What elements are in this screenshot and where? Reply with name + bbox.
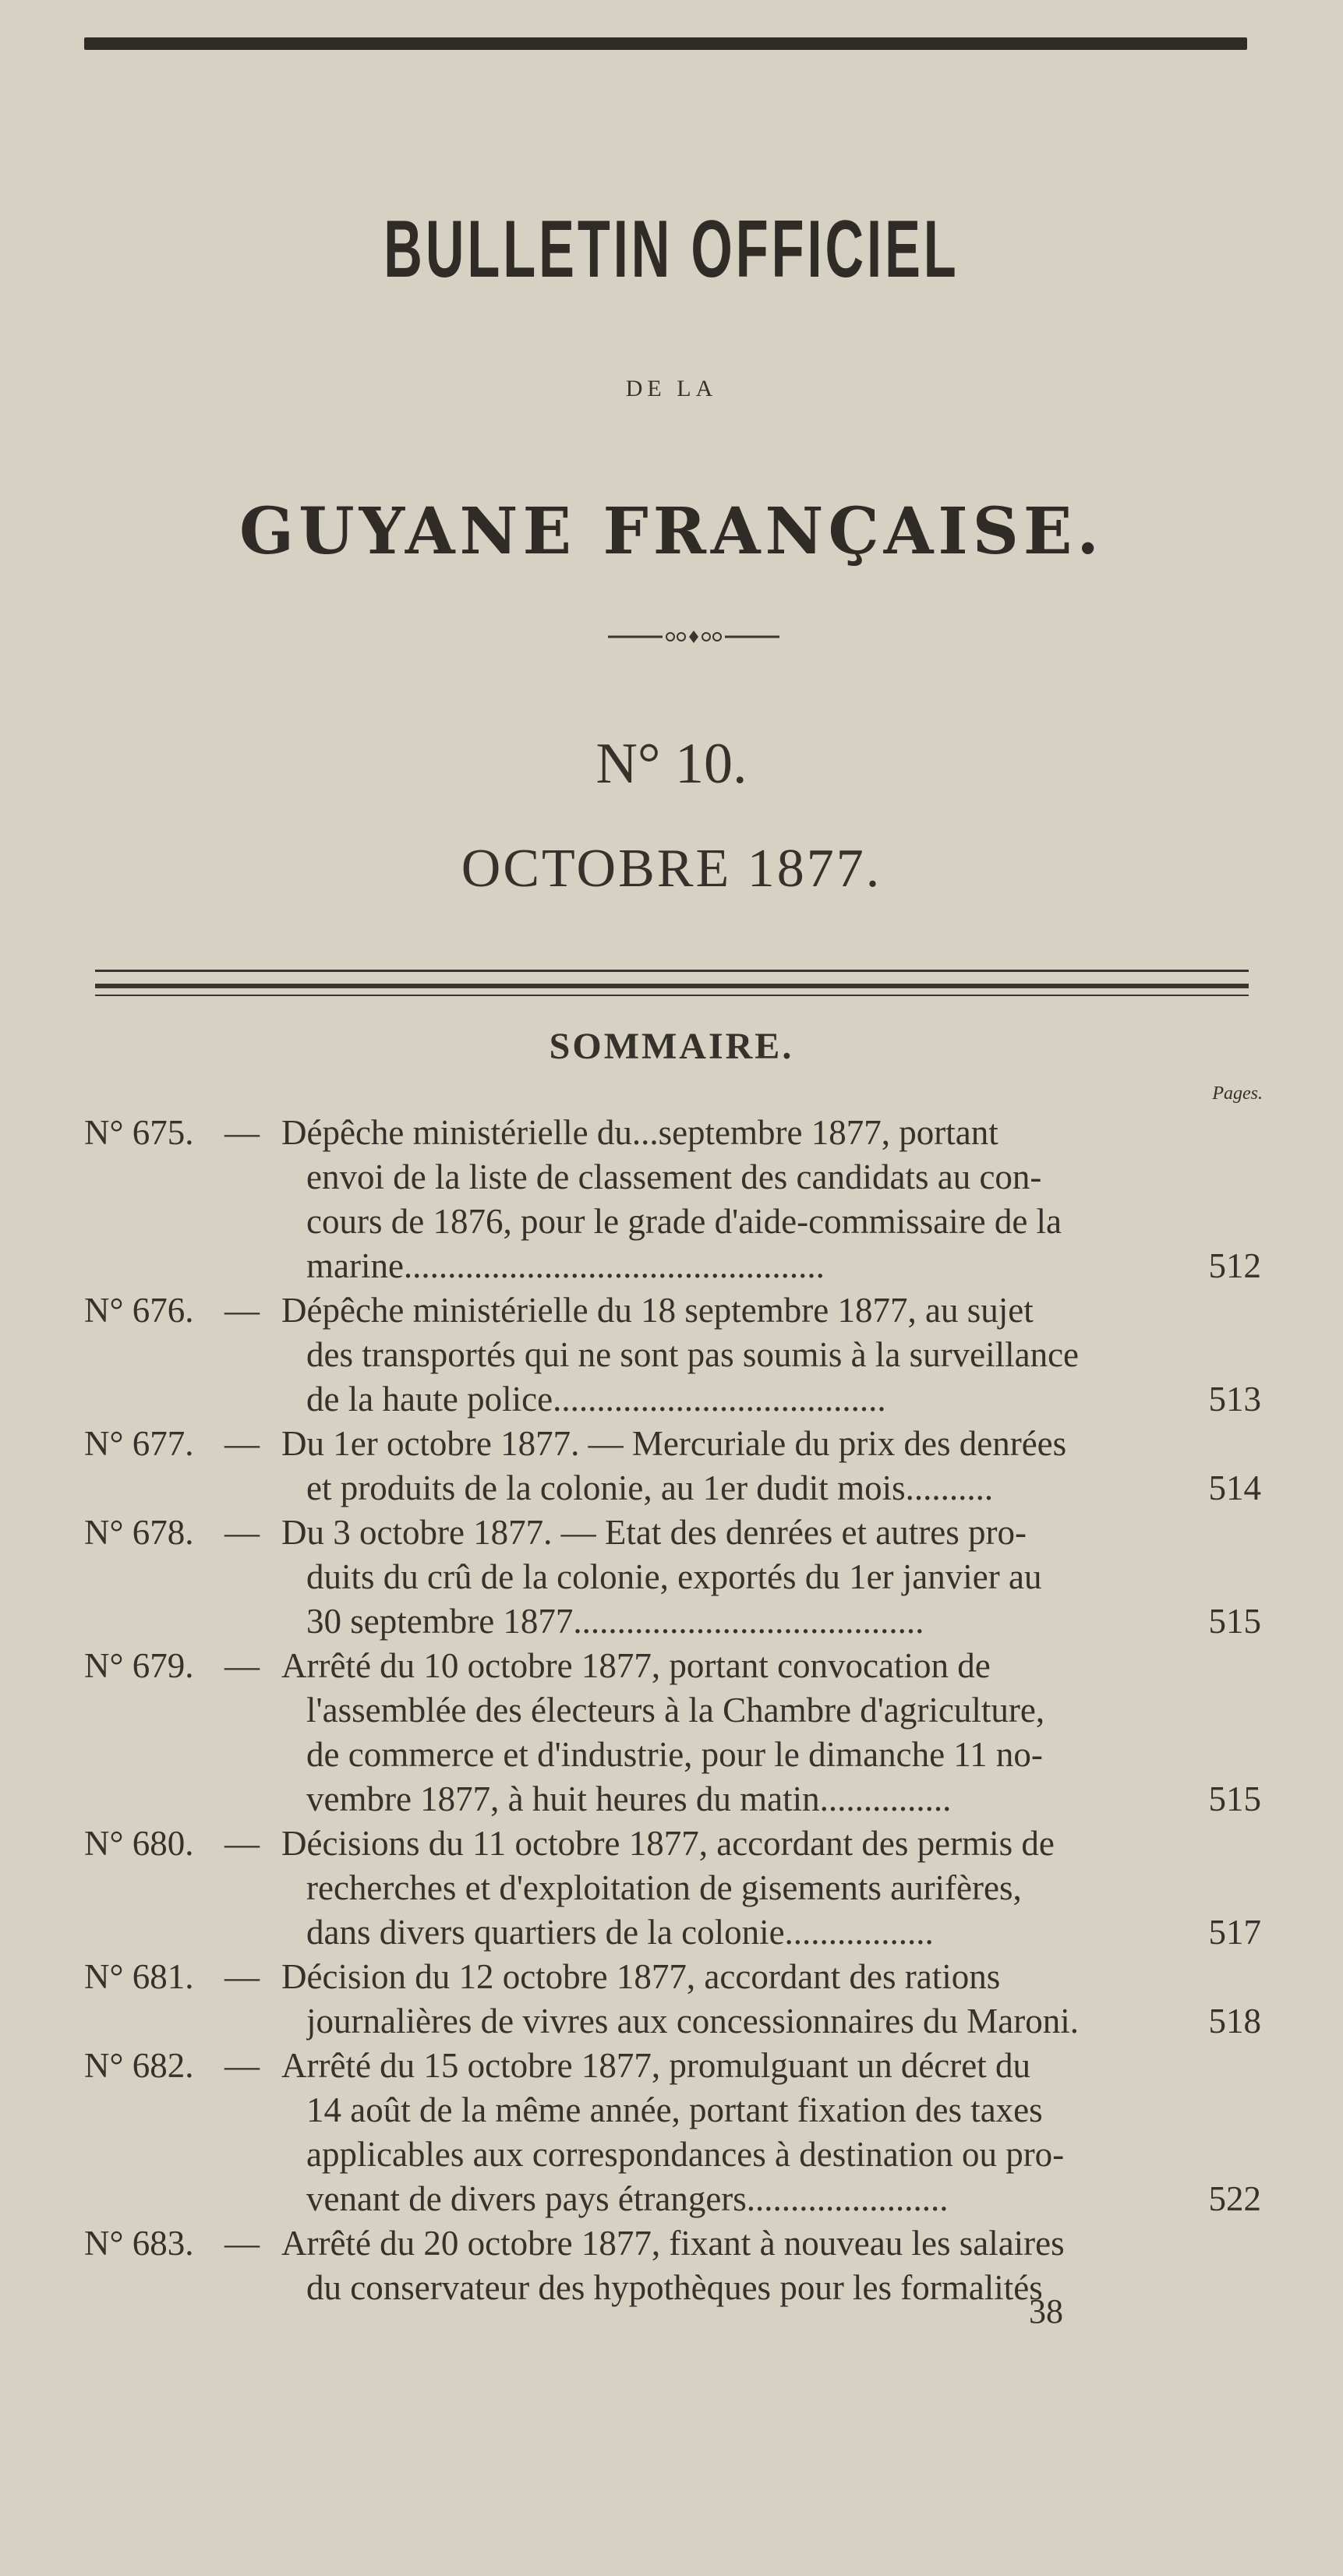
entry-dash: — xyxy=(224,1513,260,1552)
entry-dash: — xyxy=(224,1646,260,1685)
entry-text-line: dans divers quartiers de la colonie................. xyxy=(306,1913,934,1952)
rule-line xyxy=(95,970,1249,972)
entry-text-line: du conservateur des hypothèques pour les formalités xyxy=(306,2268,1043,2307)
entry-text-line: des transportés qui ne sont pas soumis à la surveillance xyxy=(306,1335,1080,1374)
entry-text-line: marine................................................ xyxy=(306,1246,825,1285)
summary-entry xyxy=(84,1822,1261,1955)
entry-text-line: recherches et d'exploitation de gisements aurifères, xyxy=(306,1868,1022,1907)
entry-number: N° 676. xyxy=(84,1291,194,1330)
summary-entry xyxy=(84,1111,1261,1288)
rule-line xyxy=(95,995,1249,996)
entry-dash: — xyxy=(224,2224,260,2263)
entry-number: N° 675. xyxy=(84,1113,194,1152)
entry-text-line: Arrêté du 15 octobre 1877, promulguant un décret du xyxy=(281,2046,1030,2085)
entry-text-line: envoi de la liste de classement des candidats au con- xyxy=(306,1157,1042,1196)
entry-dash: — xyxy=(224,1424,260,1463)
entry-text-line: Dépêche ministérielle du...septembre 1877, portant xyxy=(281,1113,998,1152)
entry-text-line: Décision du 12 octobre 1877, accordant des rations xyxy=(281,1957,1001,1996)
entry-dash: — xyxy=(224,1824,260,1863)
entry-page-number: 513 xyxy=(1208,1380,1261,1419)
summary-list xyxy=(84,1111,1261,2310)
summary-title: SOMMAIRE. xyxy=(549,1026,794,1067)
pages-column-label: Pages. xyxy=(1212,1083,1263,1104)
entry-text-line: 14 août de la même année, portant fixation des taxes xyxy=(306,2090,1043,2129)
entry-page-number: 518 xyxy=(1208,2002,1261,2041)
entry-number: N° 682. xyxy=(84,2046,194,2085)
de-la-text: DE LA xyxy=(625,376,718,401)
summary-entry xyxy=(84,1511,1261,1644)
entry-number: N° 677. xyxy=(84,1424,194,1463)
entry-text-line: Du 1er octobre 1877. — Mercuriale du prix des denrées xyxy=(281,1424,1067,1463)
entry-dash: — xyxy=(224,1291,260,1330)
issue-month: OCTOBRE 1877. xyxy=(461,839,882,899)
entry-page-number: 512 xyxy=(1208,1246,1261,1285)
ornament-divider xyxy=(608,627,779,646)
entry-text-line: Arrêté du 10 octobre 1877, portant convocation de xyxy=(281,1646,991,1685)
entry-number: N° 681. xyxy=(84,1957,194,1996)
issue-number: N° 10. xyxy=(596,732,747,796)
entry-dash: — xyxy=(224,1957,260,1996)
entry-page-number: 514 xyxy=(1208,1468,1261,1507)
rule-line xyxy=(95,984,1249,988)
entry-dash: — xyxy=(224,1113,260,1152)
entry-number: N° 680. xyxy=(84,1824,194,1863)
entry-text-line: et produits de la colonie, au 1er dudit mois.......... xyxy=(306,1468,994,1507)
bulletin-title: BULLETIN OFFICIEL xyxy=(383,204,960,295)
summary-entry xyxy=(84,1422,1261,1511)
entry-page-number: 515 xyxy=(1208,1779,1261,1818)
entry-text-line: venant de divers pays étrangers....................... xyxy=(306,2179,949,2218)
entry-page-number: 522 xyxy=(1208,2179,1261,2218)
summary-entry xyxy=(84,2044,1261,2221)
entry-text-line: Arrêté du 20 octobre 1877, fixant à nouveau les salaires xyxy=(281,2224,1065,2263)
entry-text-line: cours de 1876, pour le grade d'aide-commissaire de la xyxy=(306,1202,1062,1241)
colony-title: GUYANE FRANÇAISE. xyxy=(239,494,1104,569)
entry-text-line: Décisions du 11 octobre 1877, accordant des permis de xyxy=(281,1824,1055,1863)
entry-number: N° 679. xyxy=(84,1646,194,1685)
entry-number: N° 678. xyxy=(84,1513,194,1552)
entry-text-line: Dépêche ministérielle du 18 septembre 1877, au sujet xyxy=(281,1291,1034,1330)
entry-text-line: 30 septembre 1877........................................ xyxy=(306,1602,924,1641)
entry-number: N° 683. xyxy=(84,2224,194,2263)
entry-text-line: de commerce et d'industrie, pour le dimanche 11 no- xyxy=(306,1735,1043,1774)
entry-dash: — xyxy=(224,2046,260,2085)
entry-text-line: vembre 1877, à huit heures du matin............... xyxy=(306,1779,952,1818)
folio-number: 38 xyxy=(1029,2292,1063,2330)
entry-page-number: 515 xyxy=(1208,1602,1261,1641)
top-rule xyxy=(84,37,1247,50)
summary-entry xyxy=(84,1644,1261,1822)
summary-entry xyxy=(84,1288,1261,1422)
entry-text-line: journalières de vivres aux concessionnaires du Maroni. xyxy=(306,2002,1079,2041)
entry-page-number: 517 xyxy=(1208,1913,1261,1952)
entry-text-line: l'assemblée des électeurs à la Chambre d'agriculture, xyxy=(306,1691,1045,1730)
entry-text-line: duits du crû de la colonie, exportés du 1er janvier au xyxy=(306,1557,1042,1596)
entry-text-line: applicables aux correspondances à destination ou pro- xyxy=(306,2135,1065,2174)
entry-text-line: Du 3 octobre 1877. — Etat des denrées et autres pro- xyxy=(281,1513,1027,1552)
summary-entry xyxy=(84,1955,1261,2044)
entry-text-line: de la haute police...................................... xyxy=(306,1380,886,1419)
summary-entry xyxy=(84,2221,1261,2310)
